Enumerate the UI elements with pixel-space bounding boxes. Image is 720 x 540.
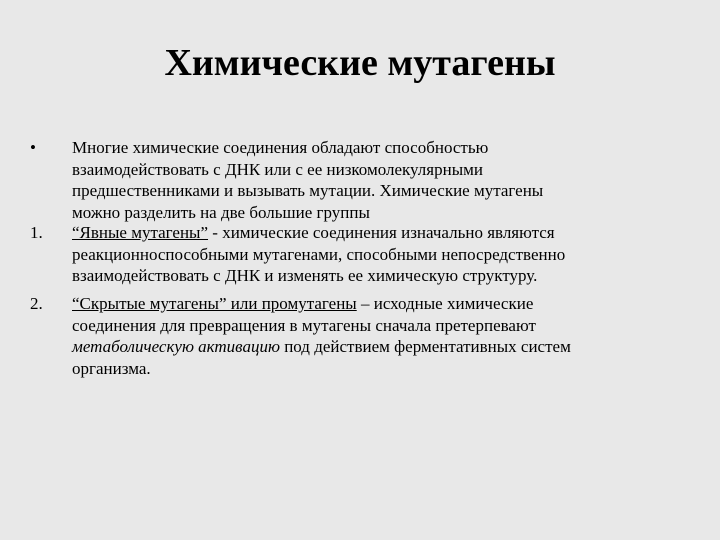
text-span: - химические соединения изначально являются <box>208 223 555 242</box>
text-line: можно разделить на две большие группы <box>72 202 370 222</box>
text-span: – исходные химические <box>356 294 534 313</box>
number-marker: 1. <box>30 223 43 242</box>
italic-term: метаболическую активацию <box>72 337 280 357</box>
text-line: реакционноспособными мутагенами, способными непосредственно <box>72 244 566 264</box>
underlined-term: “Скрытые мутагены” или промутагены <box>72 294 357 313</box>
bullet-marker: • <box>30 138 36 157</box>
numbered-item-text <box>72 293 684 379</box>
numbered-item-text <box>72 222 684 287</box>
text-line <box>72 222 684 244</box>
text-line: Многие химические соединения обладают способностью <box>72 138 489 157</box>
text-line <box>72 336 684 358</box>
text-line: взаимодействовать с ДНК или с ее низкомолекулярными <box>72 159 483 179</box>
text-line <box>72 293 684 315</box>
text-span: под действием ферментативных систем <box>279 337 571 357</box>
bullet-text <box>72 137 684 223</box>
slide-title: Химические мутагены <box>164 42 556 84</box>
underlined-term: “Явные мутагены” <box>72 223 209 242</box>
text-line: соединения для превращения в мутагены сначала претерпевают <box>72 315 536 335</box>
text-line: взаимодействовать с ДНК и изменять ее химическую структуру. <box>72 266 538 286</box>
number-marker: 2. <box>30 294 43 313</box>
text-line: предшественниками и вызывать мутации. Химические мутагены <box>72 181 544 201</box>
text-line: организма. <box>72 358 151 378</box>
